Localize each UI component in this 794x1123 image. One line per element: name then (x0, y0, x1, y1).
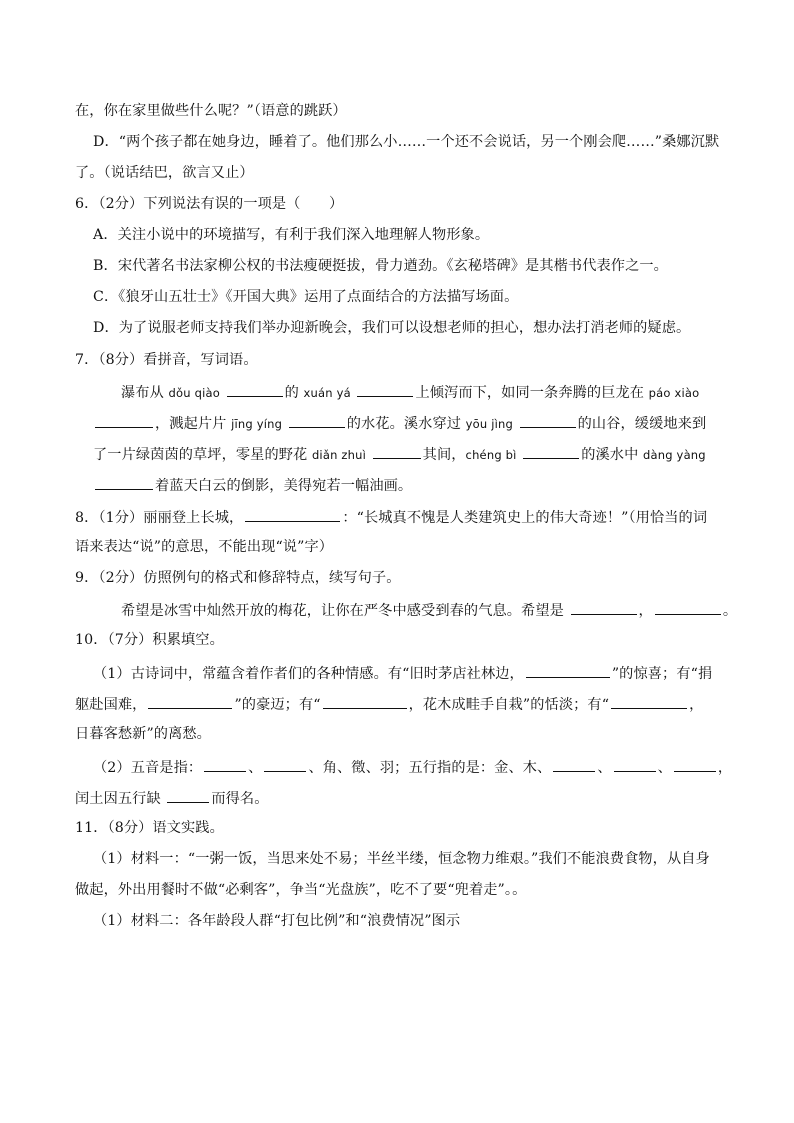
q11-stem: 11．（8分）语文实践。 (75, 820, 224, 836)
q10-text: （1）古诗词中，常蕴含着作者们的各种情感。有“旧时茅店社林边， (93, 666, 524, 682)
answer-blank[interactable] (95, 474, 153, 490)
q11-material1-line1: （1）材料一：“一粥一饭，当思来处不易；半丝半缕，恒念物力维艰。”我们不能浪费食物，从自身 (93, 851, 710, 867)
q10-text: 闰土因五行缺 (75, 791, 166, 807)
q7-text: 着蓝天白云的倒影，美得宛若一幅油画。 (155, 478, 413, 494)
q6-option-a: A．关注小说中的环境描写，有利于我们深入地理解人物形象。 (93, 227, 490, 243)
q8-line2: 语来表达“说”的意思，不能出现“说”字） (75, 539, 334, 555)
answer-blank[interactable] (523, 443, 579, 459)
answer-blank[interactable] (553, 756, 595, 772)
pinyin-prompt: jīng yíng (231, 417, 283, 431)
q10-text: ，花木成畦手自栽”的恬淡；有“ (408, 697, 610, 713)
q10-text: 、 (597, 760, 612, 776)
answer-blank[interactable] (611, 693, 687, 709)
q10-part1-line3: 日暮客愁新”的离愁。 (75, 726, 211, 742)
q10-text: 、角、徵、羽；五行指的是：金、木、 (308, 760, 552, 776)
q7-line3 (93, 443, 706, 465)
answer-blank[interactable] (227, 381, 283, 397)
q5-option-d-line2: 了。（说话结巴，欲言又止） (75, 165, 254, 181)
answer-blank[interactable] (526, 662, 610, 678)
answer-blank[interactable] (571, 599, 637, 615)
q6-stem: 6．（2分）下列说法有误的一项是（ ） (75, 196, 344, 212)
answer-blank[interactable] (95, 412, 153, 428)
q7-text: ，溅起片片 (155, 416, 232, 432)
answer-blank[interactable] (204, 756, 246, 772)
q7-line2 (93, 412, 706, 434)
q11-material2: （1）材料二：各年龄段人群“打包比例”和“浪费情况”图示 (93, 913, 461, 929)
q5-option-d-line1: D．“两个孩子都在她身边，睡着了。他们那么小……一个还不会说话，另一个刚会爬……”桑娜沉默 (93, 134, 720, 150)
pinyin-prompt: dǒu qiào (168, 386, 220, 400)
answer-blank[interactable] (655, 599, 721, 615)
answer-blank[interactable] (167, 787, 209, 803)
q9-text: 。 (722, 603, 738, 619)
answer-blank[interactable] (614, 756, 656, 772)
q10-text: 而得名。 (211, 791, 269, 807)
q7-text: 了一片绿茵茵的草坪，零星的野花 (93, 447, 312, 463)
q7-text: 的溪水中 (581, 447, 643, 463)
answer-blank[interactable] (148, 693, 232, 709)
q9-body (121, 599, 737, 621)
q6-option-d: D．为了说服老师支持我们举办迎新晚会，我们可以设想老师的担心，想办法打消老师的疑虑。 (93, 320, 691, 336)
q7-line1 (121, 381, 699, 403)
answer-blank[interactable] (323, 693, 407, 709)
q8-text: 8．（1分）丽丽登上长城， (75, 510, 244, 526)
q7-text: 的 (284, 385, 304, 401)
q10-text: 躯赴国难， (75, 697, 147, 713)
q10-text: 、 (248, 760, 263, 776)
pinyin-prompt: chéng bì (465, 448, 517, 462)
q10-part2-line2 (75, 787, 269, 809)
pinyin-prompt: yōu jìng (465, 417, 514, 431)
q5-option-c-end: 在，你在家里做些什么呢？”（语意的跳跃） (75, 103, 347, 119)
q7-stem: 7．（8分）看拼音，写词语。 (75, 352, 258, 368)
q6-option-c: C．《狼牙山五壮士》《开国大典》运用了点面结合的方法描写场面。 (93, 289, 519, 305)
q7-text: 的山谷，缓缓地来到 (577, 416, 707, 432)
q7-text: 瀑布从 (121, 385, 169, 401)
q10-part1-line1 (93, 662, 712, 684)
answer-blank[interactable] (245, 506, 340, 522)
q10-text: ”的惊喜；有“捐 (611, 666, 713, 682)
answer-blank[interactable] (520, 412, 576, 428)
answer-blank[interactable] (264, 756, 306, 772)
q10-text: 、 (657, 760, 672, 776)
q7-text: 的水花。溪水穿过 (346, 416, 466, 432)
q11-material1-line2: 做起，外出用餐时不做“必剩客”，争当“光盘族”，吃不了要“兜着走”。。 (75, 882, 527, 898)
q7-text: 上倾泻而下，如同一条奔腾的巨龙在 (415, 385, 649, 401)
q10-part1-line2 (75, 693, 703, 715)
answer-blank[interactable] (289, 412, 345, 428)
answer-blank[interactable] (674, 756, 716, 772)
q9-stem: 9．（2分）仿照例句的格式和修辞特点，续写句子。 (75, 570, 401, 586)
q8-text: ：“长城真不愧是人类建筑史上的伟大奇迹！”（用恰当的词 (342, 510, 708, 526)
answer-blank[interactable] (357, 381, 413, 397)
q10-text: ， (689, 697, 704, 713)
q7-text: 其间， (422, 447, 466, 463)
q7-line4 (93, 474, 412, 496)
pinyin-prompt: diǎn zhuì (311, 448, 367, 462)
q10-stem: 10．（7分）积累填空。 (75, 632, 224, 648)
q9-text: ， (638, 603, 653, 619)
pinyin-prompt: páo xiào (648, 386, 700, 400)
q10-text: ， (717, 760, 733, 776)
answer-blank[interactable] (373, 443, 421, 459)
q8-line1 (75, 506, 707, 528)
pinyin-prompt: dàng yàng (642, 448, 706, 462)
q10-text: （2）五音是指： (93, 760, 203, 776)
q9-text: 希望是冰雪中灿然开放的梅花，让你在严冬中感受到春的气息。希望是 (121, 603, 569, 619)
q6-option-b: B．宋代著名书法家柳公权的书法瘦硬挺拔，骨力遒劲。《玄秘塔碑》是其楷书代表作之一。 (93, 258, 668, 274)
q10-part2-line1 (93, 756, 732, 778)
q10-text: ”的豪迈；有“ (234, 697, 321, 713)
pinyin-prompt: xuán yá (303, 386, 351, 400)
